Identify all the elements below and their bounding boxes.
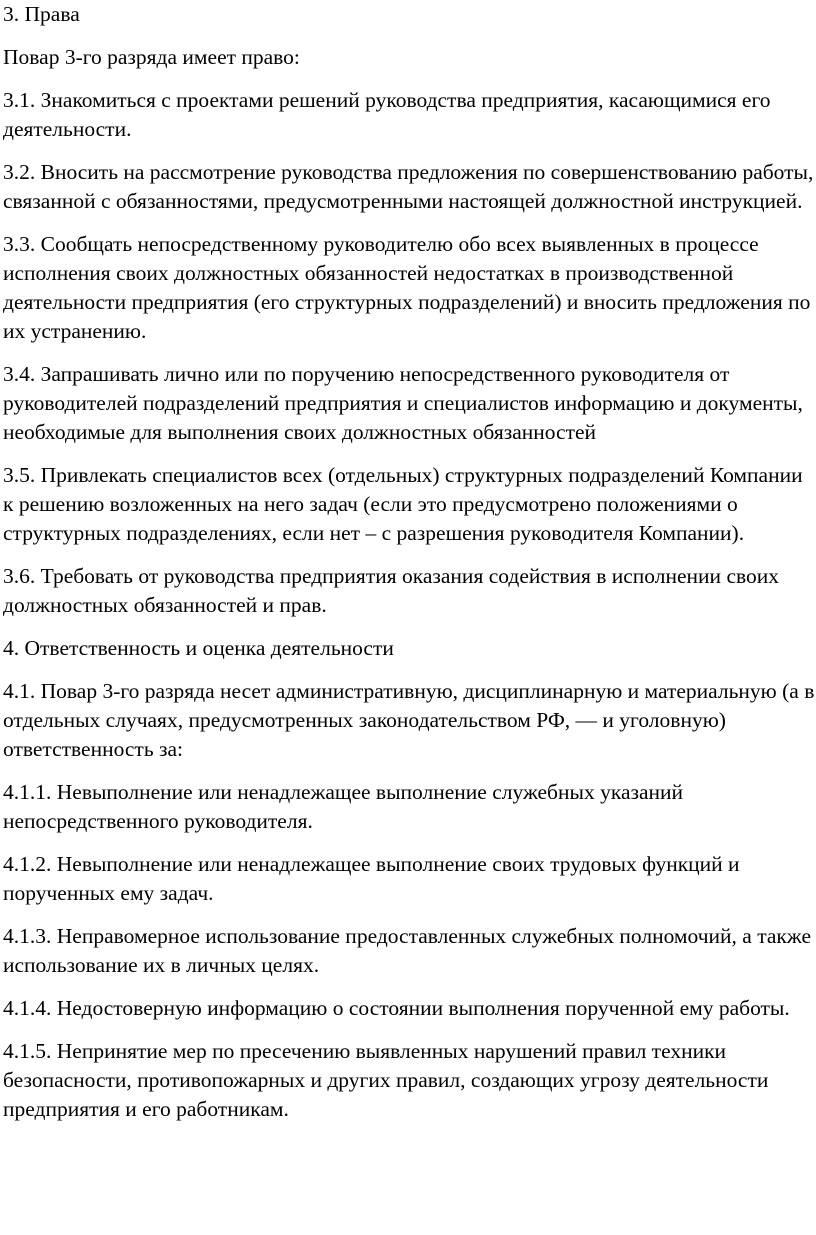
clause-4-1-2: 4.1.2. Невыполнение или ненадлежащее выполнение своих трудовых функций и порученных ему задач. <box>3 852 740 905</box>
section-heading-responsibility: 4. Ответственность и оценка деятельности <box>3 636 394 660</box>
clause-4-1-4: 4.1.4. Недостоверную информацию о состоянии выполнения порученной ему работы. <box>3 996 790 1020</box>
clause-3-4: 3.4. Запрашивать лично или по поручению непосредственного руководителя от руководителей подразделений предприятия и специалистов информацию и документы, необходимые для выполнения своих должностных обязанностей <box>3 362 803 444</box>
clause-3-2: 3.2. Вносить на рассмотрение руководства предложения по совершенствованию работы, связанной с обязанностями, предусмотренными настоящей должностной инструкцией. <box>3 160 814 213</box>
clause-4-1-3: 4.1.3. Неправомерное использование предоставленных служебных полномочий, а также использование их в личных целях. <box>3 924 811 977</box>
clause-3-5: 3.5. Привлекать специалистов всех (отдельных) структурных подразделений Компании к решению возложенных на него задач (если это предусмотрено положениями о структурных подразделениях, если нет – с разрешения руководителя Компании). <box>3 463 803 545</box>
section-heading-rights: 3. Права <box>3 2 80 26</box>
clause-3-1: 3.1. Знакомиться с проектами решений руководства предприятия, касающимися его деятельности. <box>3 88 771 141</box>
clause-3-6: 3.6. Требовать от руководства предприятия оказания содействия в исполнении своих должностных обязанностей и прав. <box>3 564 779 617</box>
clause-4-1-5: 4.1.5. Непринятие мер по пресечению выявленных нарушений правил техники безопасности, противопожарных и других правил, создающих угрозу деятельности предприятия и его работникам. <box>3 1039 769 1121</box>
rights-intro: Повар 3-го разряда имеет право: <box>3 45 300 69</box>
document-body <box>3 0 815 1138</box>
clause-4-1: 4.1. Повар 3-го разряда несет административную, дисциплинарную и материальную (а в отдельных случаях, предусмотренных законодательством РФ, — и уголовную) ответственность за: <box>3 679 815 761</box>
clause-4-1-1: 4.1.1. Невыполнение или ненадлежащее выполнение служебных указаний непосредственного руководителя. <box>3 780 684 833</box>
clause-3-3: 3.3. Сообщать непосредственному руководителю обо всех выявленных в процессе исполнения своих должностных обязанностей недостатках в производственной деятельности предприятия (его структурных подразделений) и вносить предложения по их устранению. <box>3 232 811 343</box>
